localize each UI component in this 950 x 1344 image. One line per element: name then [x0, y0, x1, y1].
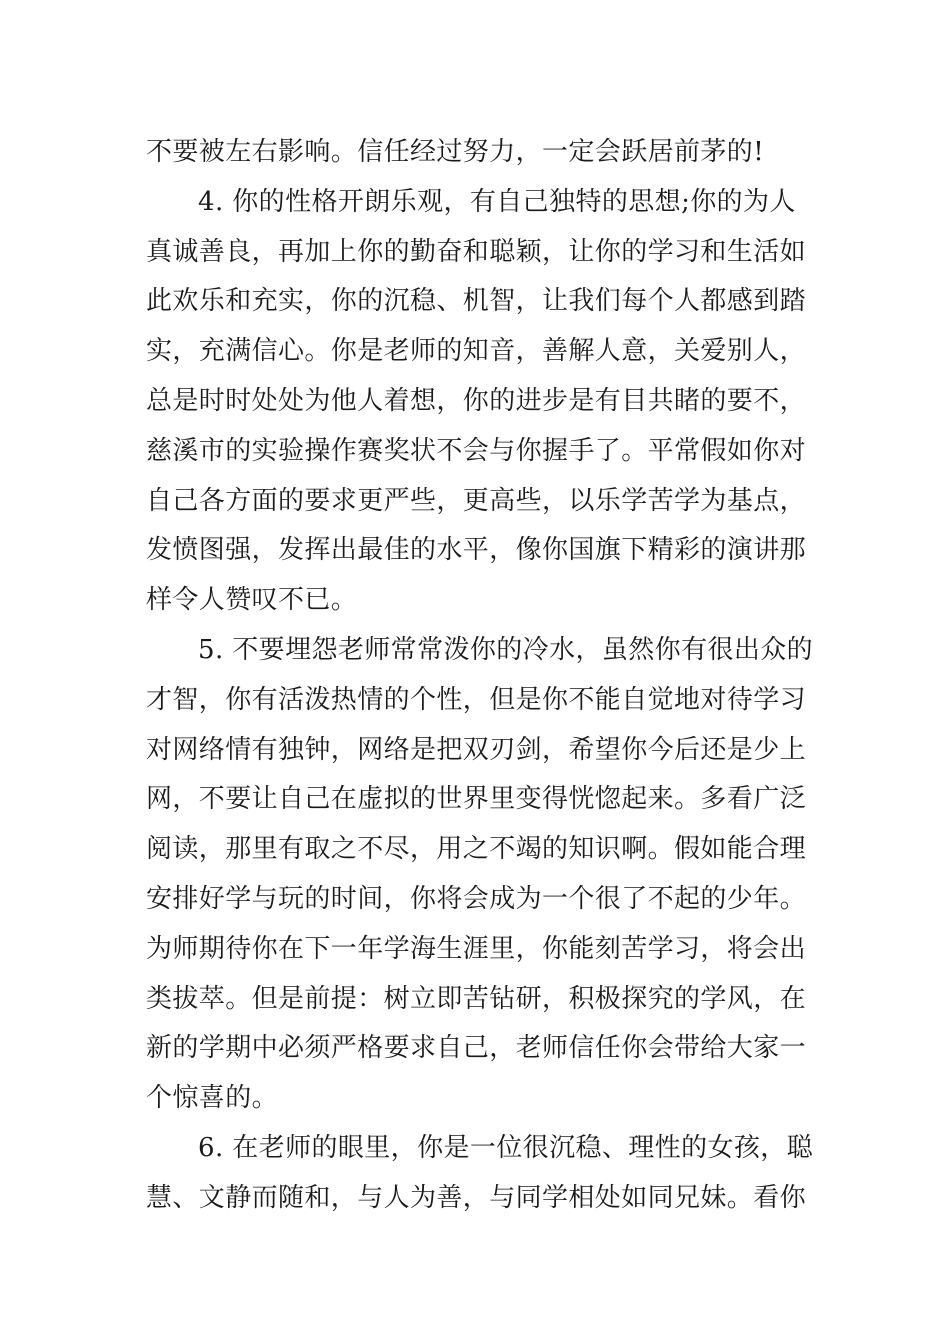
text-line: 实，充满信心。你是老师的知音，善解人意，关爱别人， [146, 336, 807, 367]
text-line: 类拔萃。但是前提：树立即苦钻研，积极探究的学风，在 [146, 983, 807, 1014]
text-line: 新的学期中必须严格要求自己，老师信任你会带给大家一 [146, 1033, 807, 1064]
text-line: 发愤图强，发挥出最佳的水平，像你国旗下精彩的演讲那 [146, 535, 807, 566]
text-line: 总是时时处处为他人着想，你的进步是有目共睹的要不， [146, 385, 807, 416]
text-line: 阅读，那里有取之不尽，用之不竭的知识啊。假如能合理 [146, 834, 807, 865]
text-line: 对网络情有独钟，网络是把双刃剑，希望你今后还是少上 [146, 734, 807, 765]
text-line: 样令人赞叹不已。 [146, 585, 358, 616]
text-line: 真诚善良，再加上你的勤奋和聪颖，让你的学习和生活如 [146, 236, 807, 267]
text-line: 自己各方面的要求更严些，更高些，以乐学苦学为基点， [146, 485, 807, 516]
text-line: 个惊喜的。 [146, 1083, 279, 1114]
text-line: 4. 你的性格开朗乐观，有自己独特的思想;你的为人 [198, 186, 796, 217]
text-line: 此欢乐和充实，你的沉稳、机智，让我们每个人都感到踏 [146, 286, 807, 317]
text-line: 慈溪市的实验操作赛奖状不会与你握手了。平常假如你对 [146, 435, 807, 466]
paragraph-continuation [146, 128, 810, 178]
text-line: 5. 不要埋怨老师常常泼你的冷水，虽然你有很出众的 [198, 634, 814, 665]
document-body [146, 128, 814, 1224]
paragraph-5 [146, 626, 814, 1124]
text-line: 不要被左右影响。信任经过努力，一定会跃居前茅的! [146, 137, 765, 167]
text-line: 安排好学与玩的时间，你将会成为一个很了不起的少年。 [146, 883, 807, 914]
paragraph-6 [146, 1124, 814, 1224]
text-line: 6. 在老师的眼里，你是一位很沉稳、理性的女孩，聪 [198, 1132, 814, 1163]
text-line: 为师期待你在下一年学海生涯里，你能刻苦学习，将会出 [146, 933, 807, 964]
text-line: 慧、文静而随和，与人为善，与同学相处如同兄妹。看你 [146, 1182, 807, 1213]
paragraph-4 [146, 178, 810, 626]
text-line: 网，不要让自己在虚拟的世界里变得恍惚起来。多看广泛 [146, 784, 807, 815]
text-line: 才智，你有活泼热情的个性，但是你不能自觉地对待学习 [146, 684, 807, 715]
